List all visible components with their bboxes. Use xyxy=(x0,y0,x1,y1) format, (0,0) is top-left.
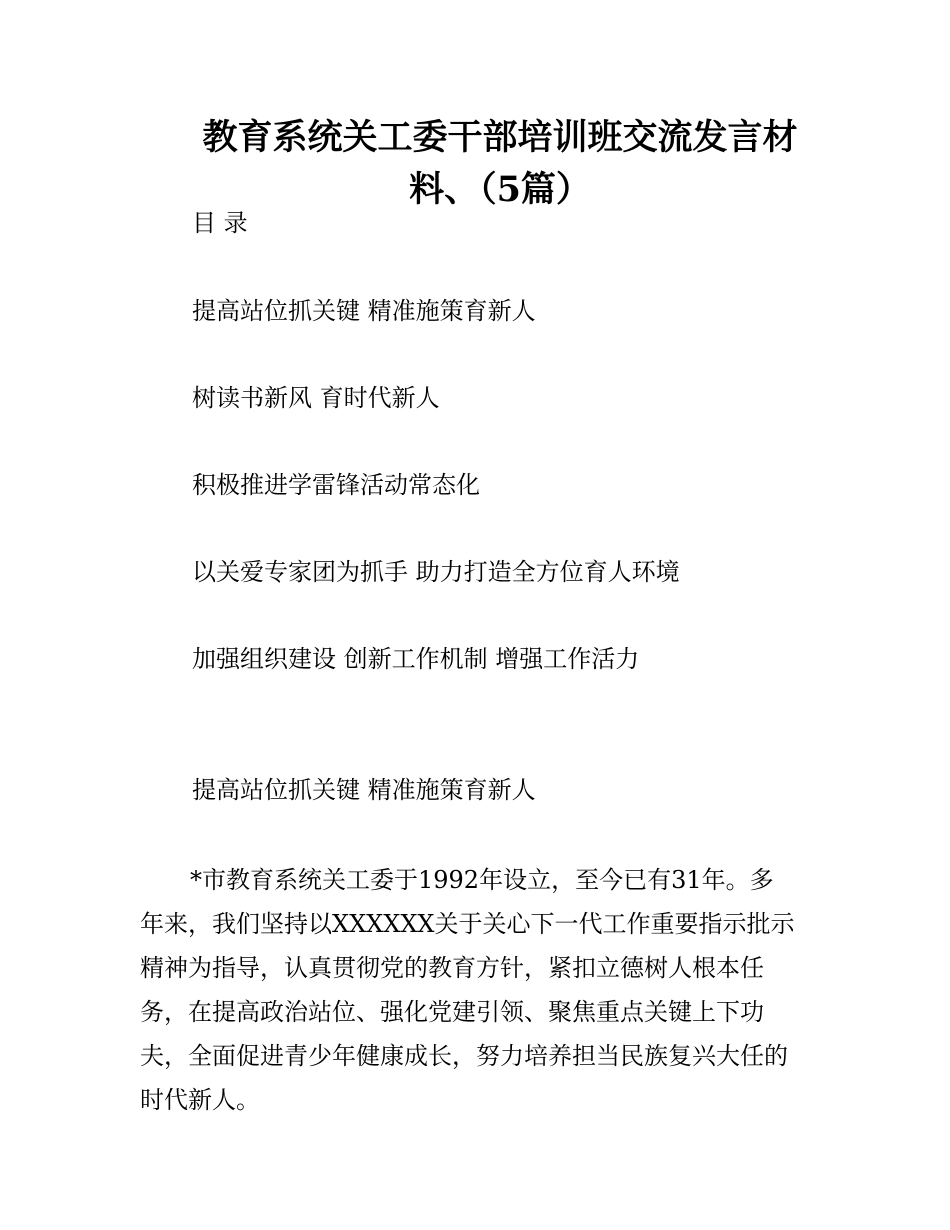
toc-item-4: 以关爱专家团为抓手 助力打造全方位育人环境 xyxy=(192,558,680,586)
section-title: 提高站位抓关键 精准施策育新人 xyxy=(192,776,536,804)
toc-item-1: 提高站位抓关键 精准施策育新人 xyxy=(192,297,536,325)
toc-heading: 目 录 xyxy=(192,209,248,237)
paragraph-line-1: *市教育系统关工委于1992年设立，至今已有31年。多 xyxy=(190,866,774,894)
document-title xyxy=(190,112,810,216)
paragraph-line-2: 年来，我们坚持以XXXXXX关于关心下一代工作重要指示批示 xyxy=(140,910,795,938)
body-paragraph xyxy=(140,858,815,1122)
title-line-2: 料、（5篇） xyxy=(409,169,591,210)
toc-item-5: 加强组织建设 创新工作机制 增强工作活力 xyxy=(192,645,640,673)
paragraph-line-6: 时代新人。 xyxy=(140,1086,260,1114)
title-line-1: 教育系统关工委干部培训班交流发言材 xyxy=(202,117,798,158)
toc-item-3: 积极推进学雷锋活动常态化 xyxy=(192,471,480,499)
paragraph-line-3: 精神为指导，认真贯彻党的教育方针，紧扣立德树人根本任 xyxy=(140,954,764,982)
toc-item-2: 树读书新风 育时代新人 xyxy=(192,384,440,412)
paragraph-line-5: 夫，全面促进青少年健康成长，努力培养担当民族复兴大任的 xyxy=(140,1042,788,1070)
paragraph-line-4: 务，在提高政治站位、强化党建引领、聚焦重点关键上下功 xyxy=(140,998,764,1026)
